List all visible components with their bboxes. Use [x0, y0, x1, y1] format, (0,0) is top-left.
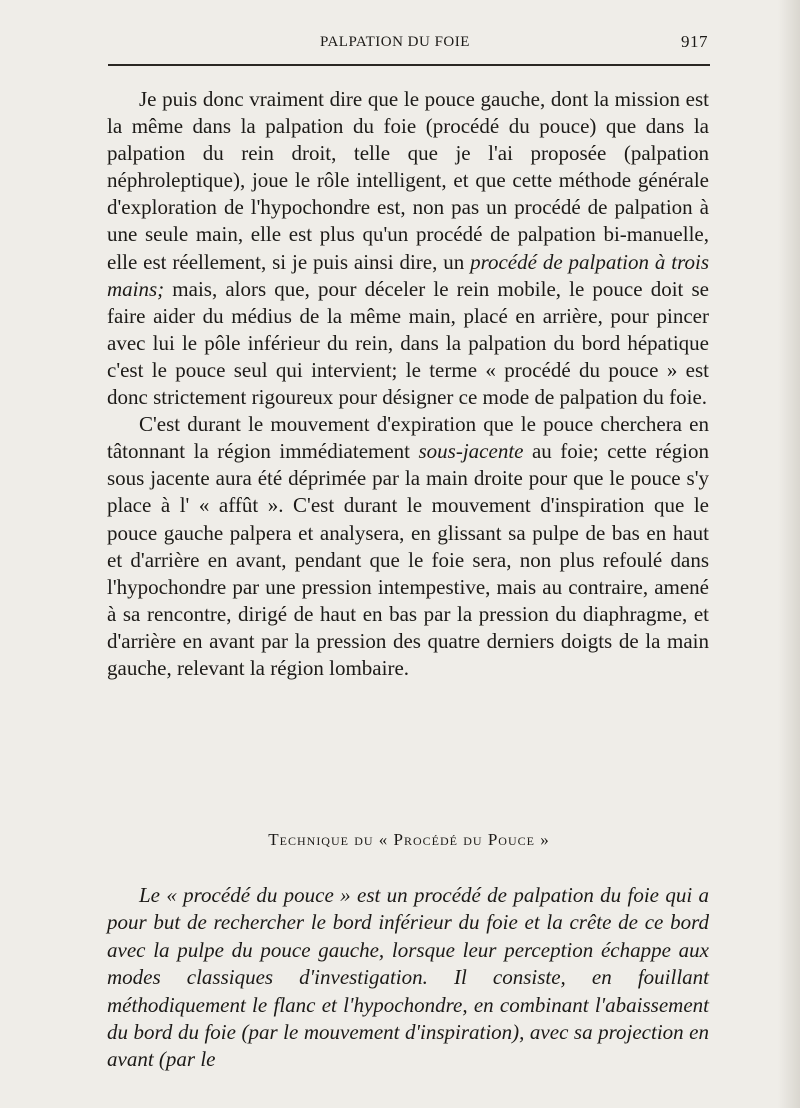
running-title: PALPATION DU FOIE	[320, 34, 470, 50]
paragraph-2-emphasis: sous-jacente	[418, 439, 524, 464]
page-number: 917	[681, 32, 708, 51]
paragraph-2-text-b: au foie; cette région sous jacente aura été déprimée par la main droite pour que le pouce s'y place à l' « affût ». C'est durant le mouvement d'inspiration que le pouce gauche palpera et analysera, en glissant sa pulpe de bas en haut et d'arrière en avant, pendant que le foie sera, non plus refoulé dans l'hypochondre par une pression intempestive, mais au contraire, amené à sa rencontre, dirigé de haut en bas par la pression du diaphragme, et d'arrière en avant par la pression des quatre derniers doigts de la main gauche, relevant la région lombaire.	[107, 439, 709, 680]
section-heading: Technique du « Procédé du Pouce »	[268, 830, 550, 849]
paragraph-1	[107, 86, 709, 411]
header-rule	[108, 64, 710, 66]
paragraph-1-text-b: mais, alors que, pour déceler le rein mobile, le pouce doit se faire aider du médius de la même main, placé en arrière, pour pincer avec lui le pôle inférieur du rein, dans la palpation du bord hépatique c'est le pouce seul qui intervient; le terme « procédé du pouce » est donc strictement rigoureux pour désigner ce mode de palpation du foie.	[107, 276, 709, 410]
section-text	[107, 882, 709, 1074]
paragraph-1-text-a: Je puis donc vraiment dire que le pouce gauche, dont la mission est la même dans la palpation du foie (procédé du pouce) que dans la palpation du rein droit, telle que je l'ai proposée (palpation néphroleptique), joue le rôle intelligent, et que cette méthode générale d'exploration de l'hypochondre est, non pas un procédé de palpation à une seule main, elle est plus qu'un procédé de palpation bi-manuelle, elle est réellement, si je puis ainsi dire, un	[107, 87, 709, 274]
page-edge-shadow	[778, 0, 800, 1108]
running-head	[108, 34, 710, 56]
section-paragraph: Le « procédé du pouce » est un procédé de palpation du foie qui a pour but de rechercher le bord inférieur du foie et la crête de ce bord avec la pulpe du pouce gauche, lorsque leur perception échappe aux modes classiques d'investigation. Il consiste, en fouillant méthodiquement le flanc et l'hypochondre, en combinant l'abaissement du bord du foie (par le mouvement d'inspiration), avec sa projection en avant (par le	[107, 883, 709, 1072]
paragraph-2-text-a: C'est durant le mouvement d'expiration que le pouce cherchera en tâtonnant la région immédiatement	[107, 412, 709, 464]
paragraph-2	[107, 411, 709, 682]
paragraph-1-emphasis: procédé de palpation à trois mains;	[107, 249, 709, 301]
body-text	[107, 86, 709, 682]
